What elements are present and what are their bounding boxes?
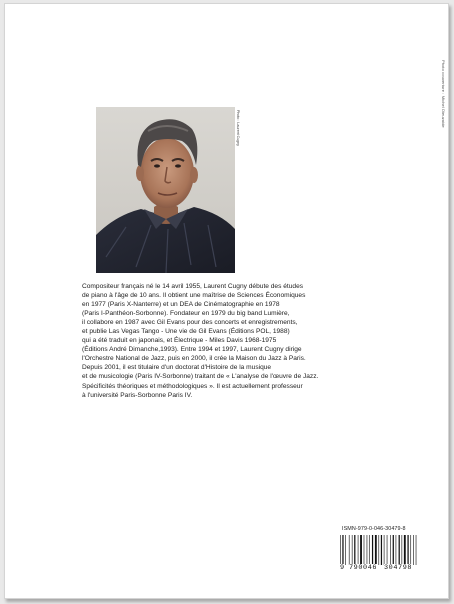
- barcode-bar: [354, 535, 355, 565]
- barcode-bar: [387, 535, 388, 565]
- barcode-bar: [364, 535, 365, 565]
- barcode-bar: [342, 535, 343, 565]
- bio-line: qui a été traduit en japonais, et Électrique - Miles Davis 1968-1975: [82, 337, 277, 345]
- bio-line: (Éditions André Dimanche,1993). Entre 1994 et 1997, Laurent Cugny dirige: [82, 346, 302, 354]
- barcode-bar: [407, 535, 408, 565]
- bio-line: Depuis 2001, il est titulaire d'un doctorat d'Histoire de la musique: [82, 364, 272, 372]
- barcode-bar: [349, 535, 350, 565]
- barcode-bar: [381, 535, 382, 565]
- barcode-bar: [384, 535, 385, 565]
- barcode-digits: [339, 563, 419, 572]
- barcode-bar: [396, 535, 397, 565]
- barcode-bar: [360, 535, 362, 565]
- bio-line: et de musicologie (Paris IV-Sorbonne) traitant de « L'analyse de l'œuvre de Jazz.: [82, 373, 319, 381]
- barcode-bar: [413, 535, 414, 565]
- ismn-number: ISMN-979-0-046-30479-8: [342, 526, 406, 532]
- barcode-bar: [399, 535, 400, 565]
- author-portrait: [96, 107, 235, 273]
- barcode-digit-first: 9: [340, 564, 345, 572]
- barcode-bar: [358, 535, 359, 565]
- bio-line: à l'université Paris-Sorbonne Paris IV.: [82, 391, 193, 399]
- barcode-bar: [410, 535, 411, 565]
- bio-line: de piano à l'âge de 10 ans. Il obtient une maîtrise de Sciences Économiques: [82, 292, 306, 300]
- bio-line: il collabore en 1987 avec Gil Evans pour des concerts et enregistrements,: [82, 319, 298, 327]
- bio-line: en 1977 (Paris X-Nanterre) et un DEA de Cinématographie en 1978: [82, 301, 280, 309]
- barcode-bar: [375, 535, 377, 565]
- bio-line: et publie Las Vegas Tango - Une vie de Gil Evans (Éditions POL, 1988): [82, 328, 290, 336]
- barcode-bar: [352, 535, 353, 565]
- barcode-bar: [369, 535, 370, 565]
- cover-photo-credit: Photo couverture : Michel Dieuzaide: [441, 60, 446, 128]
- barcode-digit-group-left: 790046: [349, 564, 378, 572]
- bio-line: Compositeur français né le 14 avril 1955, Laurent Cugny débute des études: [82, 283, 304, 290]
- barcode-bar: [402, 535, 403, 565]
- barcode-bar: [367, 535, 368, 565]
- barcode-bar: [372, 535, 373, 565]
- barcode-digit-group-right: 304798: [384, 564, 413, 572]
- barcode-bar: [390, 535, 391, 565]
- portrait-photo-credit: Photo : Laurent Cugny: [236, 110, 240, 146]
- barcode-bar: [416, 535, 417, 565]
- author-biography: [82, 282, 382, 400]
- bio-line: Spécificités théoriques et méthodologiques ». Il est actuellement professeur: [82, 382, 303, 390]
- barcode-bar: [378, 535, 379, 565]
- barcode-bar: [393, 535, 394, 565]
- bio-line: (Paris I-Panthéon-Sorbonne). Fondateur en 1979 du big band Lumière,: [82, 310, 290, 318]
- bio-line: l'Orchestre National de Jazz, puis en 2000, il crée la Maison du Jazz à Paris.: [82, 355, 306, 363]
- barcode-bar: [404, 535, 406, 565]
- barcode-bar: [340, 535, 341, 565]
- barcode-bar: [345, 535, 346, 565]
